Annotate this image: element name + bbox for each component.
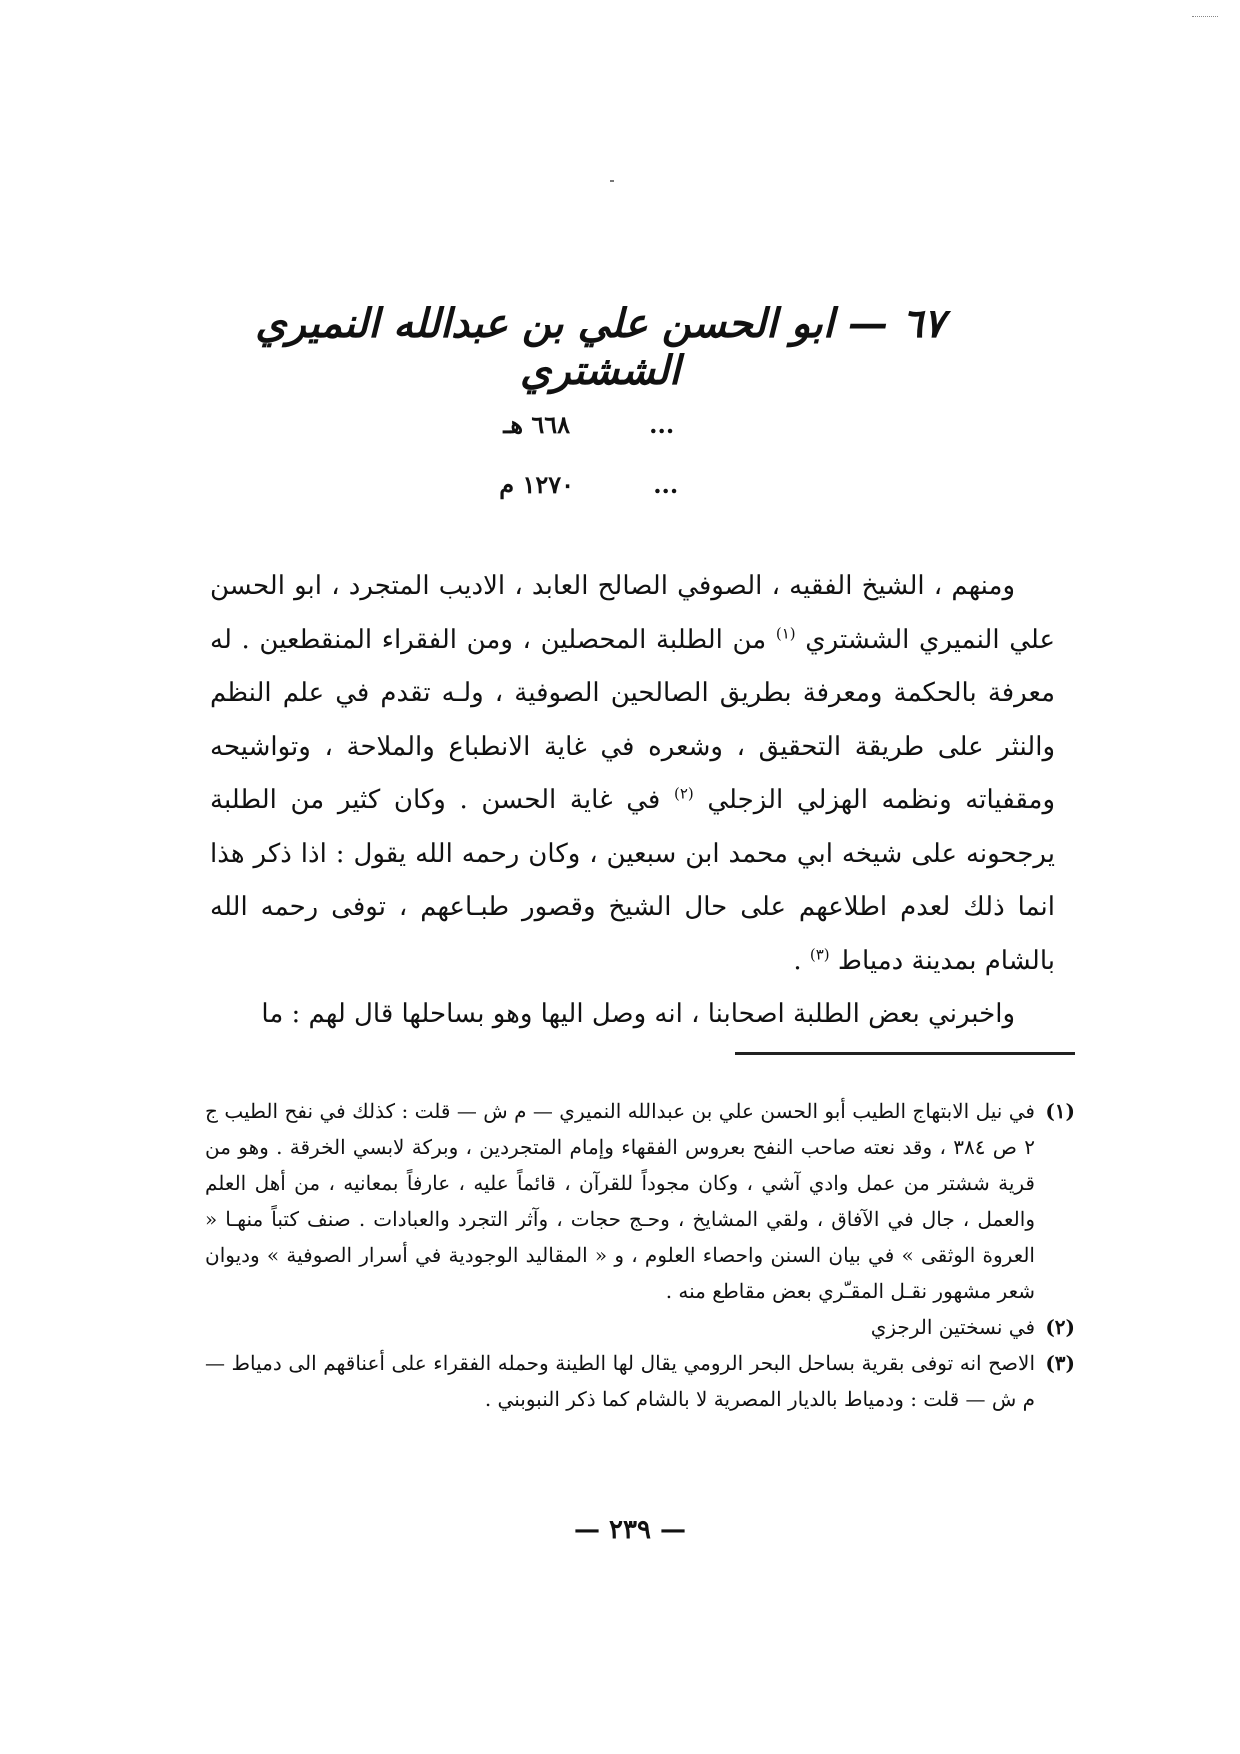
hijri-birth-placeholder: ... [649,410,675,439]
footnote-ref-3[interactable]: (٣) [809,944,830,963]
body-paragraph [210,560,1055,988]
footnote-1 [205,1093,1075,1309]
body-text-segment: في غاية الحسن . وكان كثير من الطلبة يرجحونه على شيخه ابي محمد ابن سبعين ، وكان رحمه الله يقول : اذا ذكر هذا انما ذلك لعدم اطلاعهم على حال الشيخ وقصور طبـاعهم ، توفى رحمه الله بالشام بمدينة دمياط [210,785,1055,976]
footnote-3 [205,1345,1075,1417]
scan-speck [610,180,614,182]
footnote-text: الاصح انه توفى بقرية بساحل البحر الرومي يقال لها الطينة وحمله الفقراء على أعناقهم الى دمياط — م ش — قلت : ودمياط بالديار المصرية لا بالشام كما ذكر النبوبني . [205,1351,1035,1411]
body-text-segment: ومنهم ، الشيخ الفقيه ، الصوفي الصالح العابد ، الاديب المتجرد ، ابو الحسن علي النميري الششتري [210,571,1056,655]
footnote-text: في نسختين الرجزي [870,1315,1035,1339]
scan-corner-mark [1192,16,1218,17]
hijri-date [450,410,750,439]
entry-title: ٦٧ — ابو الحسن علي بن عبدالله النميري الششتري [255,300,945,394]
footnote-divider [735,1052,1075,1055]
footnote-text: في نيل الابتهاج الطيب أبو الحسن علي بن عبدالله النميري — م ش — قلت : كذلك في نفح الطيب ج ٢ ص ٣٨٤ ، وقد نعته صاحب النفح بعروس الفقهاء وإمام المتجردين ، وبركة لابسي الخرقة . وهو من قرية ششتر من عمل وادي آشي ، وكان مجوداً للقرآن ، قائماً عليه ، عارفاً بمعانيه ، من أهل العلم والعمل ، جال في الآفاق ، ولقي المشايخ ، وحـج حجات ، وآثر التجرد والعبادات . صنف كتباً منهـا « العروة الوثقى » في بيان السنن واحصاء العلوم ، و « المقاليد الوجودية في أسرار الصوفية » وديوان شعر مشهور نقـل المقـّري بعض مقاطع منه . [205,1099,1035,1303]
gregorian-birth-placeholder: ... [653,470,679,499]
gregorian-unit: م [499,470,515,499]
biography-body [210,560,1055,1042]
body-text-segment: من الطلبة المحصلين ، ومن الفقراء المنقطعين . له معرفة بالحكمة ومعرفة بطريق الصالحين الصوفية ، ولـه تقدم في علم النظم والنثر على طريقة التحقيق ، وشعره في غاية الانطباع والملاحة ، وتواشيحه ومقفياته ونظمه الهزلي الزجلي [210,624,1056,815]
page-number: — ٢٣٩ — [573,1515,687,1545]
footnotes-section [205,1093,1075,1417]
body-paragraph: واخبرني بعض الطلبة اصحابنا ، انه وصل اليها وهو بساحلها قال لهم : ما [261,999,1015,1029]
footnote-number: (٢) [1045,1315,1075,1339]
gregorian-death-year: ١٢٧٠ [522,470,575,499]
hijri-unit: هـ [503,410,523,439]
footnote-number: (٣) [1045,1351,1075,1375]
footnote-ref-2[interactable]: (٢) [673,784,694,803]
footnote-2 [205,1309,1075,1345]
footnote-number: (١) [1045,1099,1075,1123]
gregorian-date [450,470,750,499]
hijri-death-year: ٦٦٨ [531,410,570,439]
footnote-ref-1[interactable]: (١) [775,623,796,642]
body-text-segment: . [793,945,802,976]
